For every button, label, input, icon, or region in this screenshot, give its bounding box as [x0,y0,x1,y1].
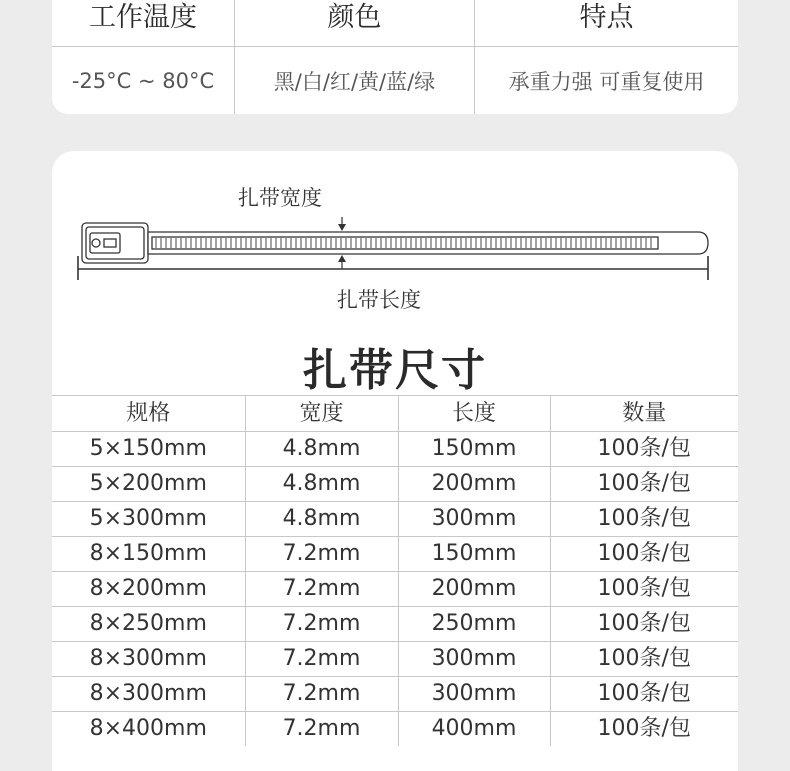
width-cell: 7.2mm [245,677,398,712]
length-cell: 400mm [398,712,550,747]
width-cell: 4.8mm [245,432,398,467]
table-row [52,537,738,572]
spec-value: -25°C ~ 80°C [71,68,215,93]
table-row [52,572,738,607]
length-cell: 300mm [398,642,550,677]
table-row [52,432,738,467]
width-cell: 7.2mm [245,572,398,607]
table-row [52,642,738,677]
spec-header: 工作温度 [89,1,197,33]
width-cell: 7.2mm [245,712,398,747]
length-cell: 300mm [398,502,550,537]
column-header: 数量 [550,396,738,432]
spec-header: 特点 [579,1,634,33]
table-row [52,712,738,747]
spec-card [52,0,738,114]
spec-cell: 5×150mm [52,432,245,467]
spec-cell: 8×300mm [52,677,245,712]
column-header: 长度 [398,396,550,432]
table-row [52,607,738,642]
quantity-cell: 100条/包 [550,537,738,572]
spec-column-feature [474,0,738,114]
quantity-cell: 100条/包 [550,677,738,712]
width-cell: 7.2mm [245,537,398,572]
spec-cell: 5×200mm [52,467,245,502]
column-header: 规格 [52,396,245,432]
length-cell: 250mm [398,607,550,642]
length-line [78,256,708,280]
table-row [52,502,738,537]
width-cell: 7.2mm [245,642,398,677]
quantity-cell: 100条/包 [550,712,738,747]
width-cell: 4.8mm [245,467,398,502]
quantity-cell: 100条/包 [550,467,738,502]
table-row [52,467,738,502]
spec-value: 承重力强 可重复使用 [508,69,705,94]
width-label: 扎带宽度 [238,186,322,210]
table-row [52,677,738,712]
length-cell: 150mm [398,537,550,572]
size-table [52,395,738,746]
quantity-cell: 100条/包 [550,642,738,677]
length-cell: 200mm [398,467,550,502]
length-label: 扎带长度 [337,288,421,312]
spec-value: 黑/白/红/黄/蓝/绿 [273,69,436,94]
spec-cell: 5×300mm [52,502,245,537]
length-cell: 300mm [398,677,550,712]
section-title: 扎带尺寸 [303,345,487,396]
quantity-cell: 100条/包 [550,432,738,467]
spec-cell: 8×300mm [52,642,245,677]
quantity-cell: 100条/包 [550,502,738,537]
spec-cell: 8×400mm [52,712,245,747]
length-cell: 150mm [398,432,550,467]
cable-tie-strap [148,232,708,254]
spec-cell: 8×150mm [52,537,245,572]
length-cell: 200mm [398,572,550,607]
size-card [52,151,738,771]
width-cell: 4.8mm [245,502,398,537]
table-header-row [52,396,738,432]
spec-cell: 8×250mm [52,607,245,642]
cable-tie-diagram [72,213,722,283]
spec-column-temperature [52,0,234,114]
width-cell: 7.2mm [245,607,398,642]
cable-tie-head-icon [82,223,148,263]
spec-table [52,0,738,114]
column-header: 宽度 [245,396,398,432]
spec-cell: 8×200mm [52,572,245,607]
spec-column-color [234,0,474,114]
quantity-cell: 100条/包 [550,572,738,607]
quantity-cell: 100条/包 [550,607,738,642]
spec-header: 颜色 [327,1,382,33]
